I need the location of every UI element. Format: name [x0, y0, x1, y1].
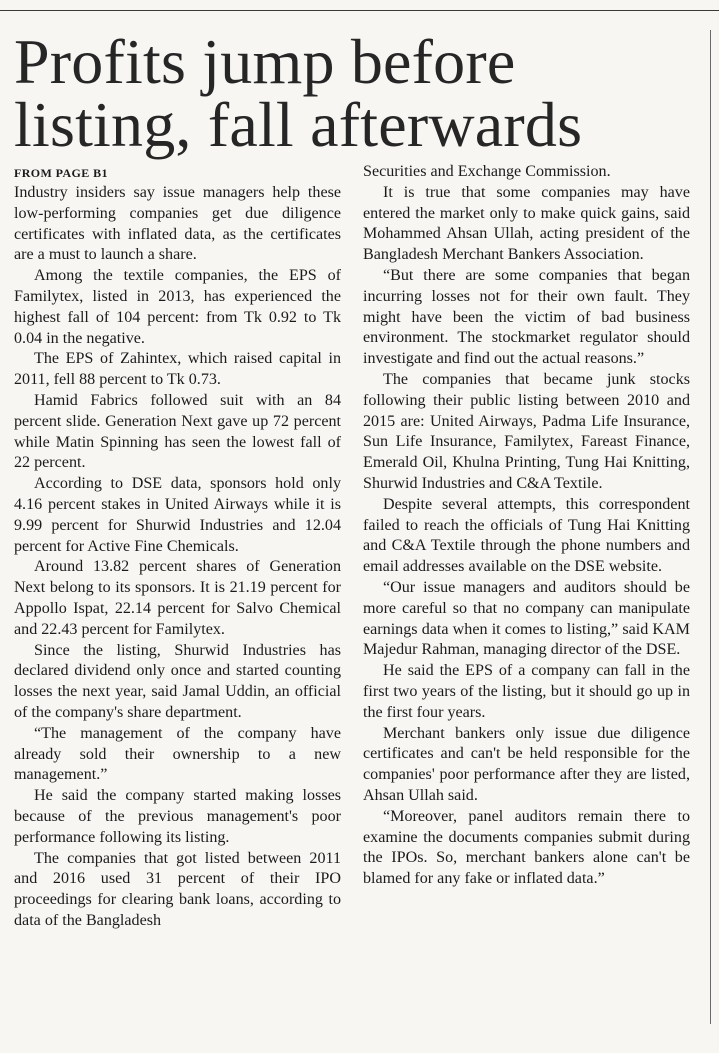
- left-column: [14, 183, 341, 1053]
- paragraph: According to DSE data, sponsors hold only 4.16 percent stakes in United Airways while it is 9.99 percent for Shurwid Industries and 12.04 percent for Active Fine Chemicals.: [14, 475, 341, 555]
- paragraph: Hamid Fabrics followed suit with an 84 percent slide. Generation Next gave up 72 percent while Matin Spinning has seen the lowest fall of 22 percent.: [14, 391, 341, 472]
- paragraph: He said the EPS of a company can fall in the first two years of the listing, but it should go up in the first four years.: [363, 662, 690, 721]
- paragraph-continuation: Securities and Exchange Commission.: [363, 163, 611, 180]
- paragraph: The EPS of Zahintex, which raised capital in 2011, fell 88 percent to Tk 0.73.: [14, 350, 341, 389]
- paragraph: “But there are some companies that began incurring losses not for their own fault. They might have been the victim of bad business environment. The stockmarket regulator should investigate and find out the actual reasons.”: [363, 266, 690, 368]
- headline: Profits jump before listing, fall afterwards: [14, 26, 583, 160]
- paragraph: The companies that became junk stocks following their public listing between 2010 and 2015 are: United Airways, Padma Life Insurance, Sun Life Insurance, Familytex, Fareast Finance, Emerald Oil, Khulna Printing, Tung Hai Knitting, Shurwid Industries and C&A Textile.: [363, 370, 690, 492]
- paragraph: He said the company started making losses because of the previous management's poor performance following its listing.: [14, 787, 341, 846]
- paragraph: It is true that some companies may have entered the market only to make quick gains, said Mohammed Ahsan Ullah, acting president of the Bangladesh Merchant Bankers Association.: [363, 183, 690, 264]
- dateline: FROM PAGE B1: [14, 166, 108, 180]
- paragraph: Since the listing, Shurwid Industries has declared dividend only once and started counting losses the next year, said Jamal Uddin, an official of the company's share department.: [14, 641, 341, 721]
- paragraph: “Moreover, panel auditors remain there to examine the documents companies submit during the IPOs. So, merchant bankers alone can't be blamed for any fake or inflated data.”: [363, 807, 690, 888]
- paragraph: Among the textile companies, the EPS of Familytex, listed in 2013, has experienced the highest fall of 104 percent: from Tk 0.92 to Tk 0.04 in the negative.: [14, 267, 341, 347]
- paragraph: Despite several attempts, this correspondent failed to reach the officials of Tung Hai Knitting and C&A Textile through the phone numbers and email addresses available on the DSE website.: [363, 495, 690, 576]
- paragraph: “The management of the company have already sold their ownership to a new management.”: [14, 724, 341, 784]
- right-column: [363, 162, 690, 1032]
- column-rule: [710, 30, 711, 1024]
- paragraph: The companies that got listed between 2011 and 2016 used 31 percent of their IPO proceedings for clearing bank loans, according to data of the Bangladesh: [14, 849, 341, 929]
- paragraph: “Our issue managers and auditors should be more careful so that no company can manipulate earnings data when it comes to listing,” said KAM Majedur Rahman, managing director of the DSE.: [363, 578, 690, 659]
- top-rule: [0, 10, 719, 11]
- paragraph: Merchant bankers only issue due diligence certificates and can't be held responsible for the companies' poor performance after they are listed, Ahsan Ullah said.: [363, 724, 690, 804]
- paragraph: Around 13.82 percent shares of Generation Next belong to its sponsors. It is 21.19 percent for Appollo Ispat, 22.14 percent for Salvo Chemical and 22.43 percent for Familytex.: [14, 558, 341, 638]
- paragraph: Industry insiders say issue managers help these low-performing companies get due diligence certificates with inflated data, as the certificates are a must to launch a share.: [14, 184, 341, 264]
